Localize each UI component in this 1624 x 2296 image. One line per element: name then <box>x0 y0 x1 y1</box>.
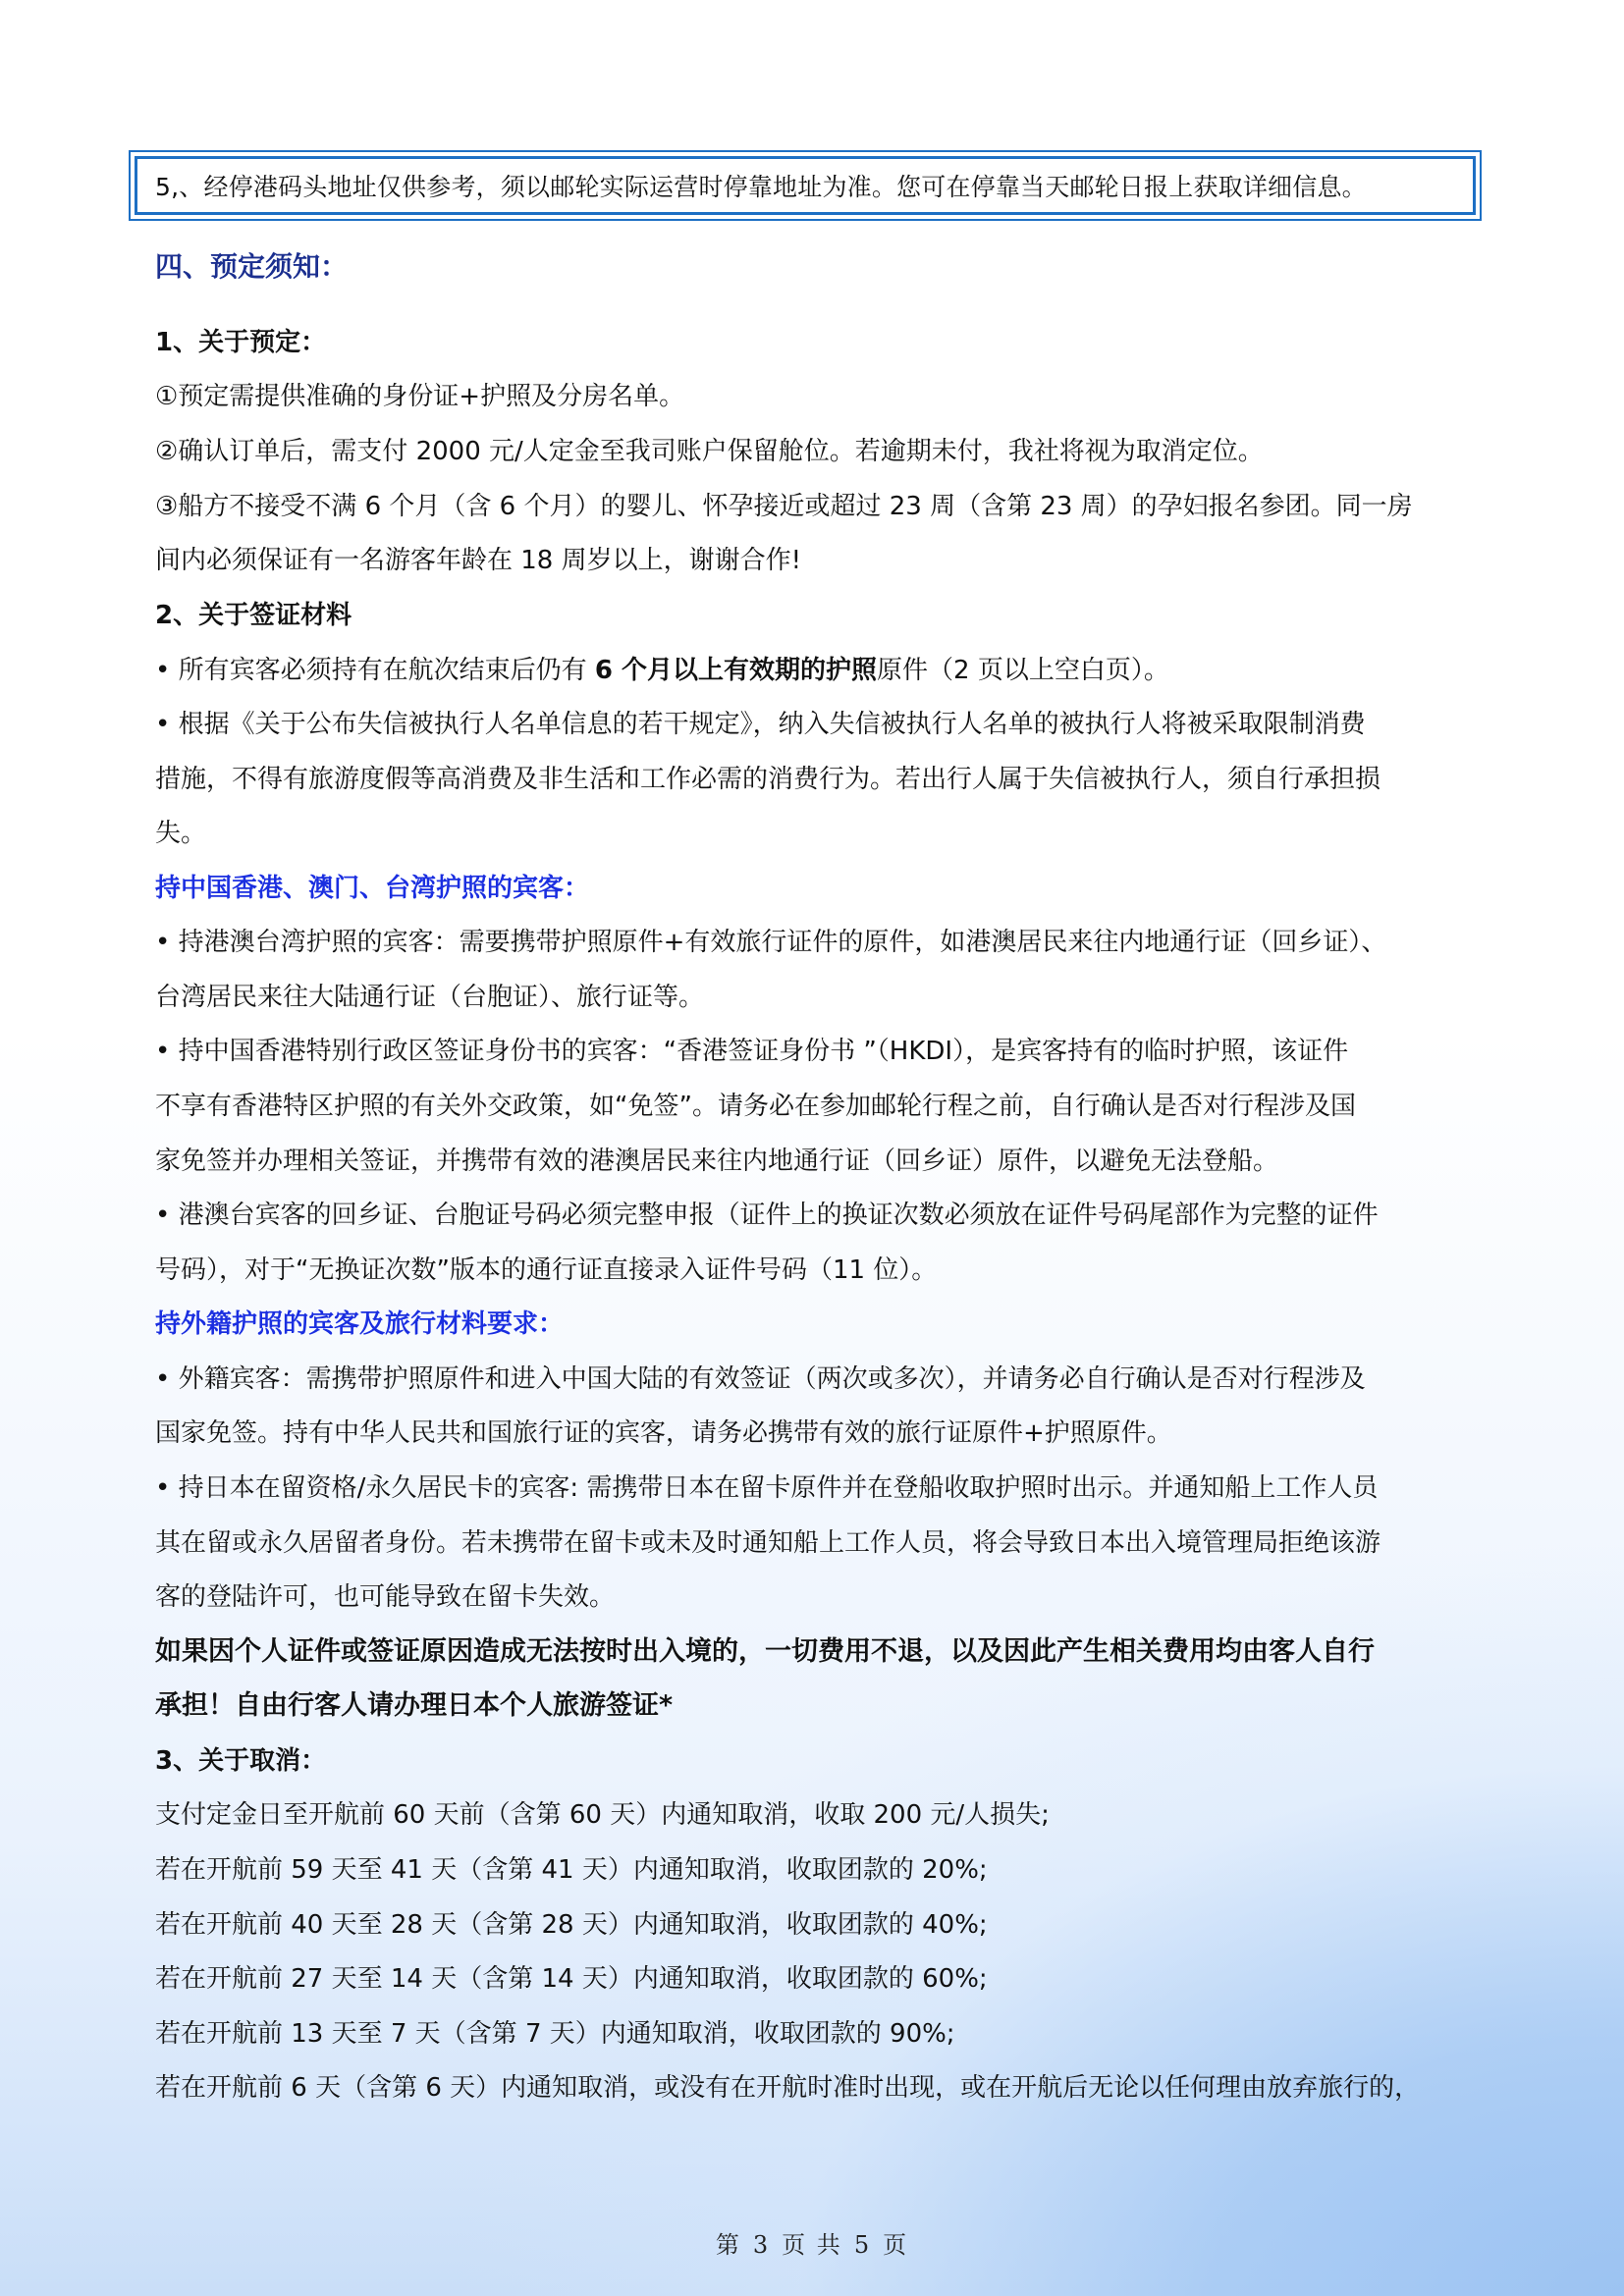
booking-item-3-line-1: ③船方不接受不满 6 个月（含 6 个月）的婴儿、怀孕接近或超过 23 周（含第 23 周）的孕妇报名参团。同一房 <box>155 492 1413 521</box>
hk-item-2-line-2: 不享有香港特区护照的有关外交政策，如“免签”。请务必在参加邮轮行程之前，自行确认是否对行程涉及国 <box>155 1092 1356 1121</box>
cancel-rule-4: 若在开航前 27 天至 14 天（含第 14 天）内通知取消，收取团款的 60%; <box>155 1964 988 1994</box>
footer-prefix: 第 <box>715 2231 741 2259</box>
cancel-title: 3、关于取消： <box>155 1746 327 1776</box>
hk-item-3-line-1: • 港澳台宾客的回乡证、台胞证号码必须完整申报（证件上的换证次数必须放在证件号码尾部作为完整的证件 <box>155 1201 1379 1230</box>
cancel-rule-3: 若在开航前 40 天至 28 天（含第 28 天）内通知取消，收取团款的 40%; <box>155 1910 988 1940</box>
cancel-rule-5: 若在开航前 13 天至 7 天（含第 7 天）内通知取消，收取团款的 90%; <box>155 2019 955 2049</box>
booking-item-3-line-2: 间内必须保证有一名游客年龄在 18 周岁以上，谢谢合作! <box>155 546 802 575</box>
visa-p2-line-3: 失。 <box>155 819 207 848</box>
hk-item-2-line-1: • 持中国香港特别行政区签证身份书的宾客：“香港签证身份书 ”（HKDI），是宾客持有的临时护照，该证件 <box>155 1037 1349 1066</box>
notice-box <box>135 156 1476 215</box>
cancel-rule-1: 支付定金日至开航前 60 天前（含第 60 天）内通知取消，收取 200 元/人损失; <box>155 1800 1050 1830</box>
cancel-rule-6: 若在开航前 6 天（含第 6 天）内通知取消，或没有在开航时准时出现，或在开航后无论以任何理由放弃旅行的， <box>155 2073 1421 2103</box>
foreign-item-2-line-1: • 持日本在留资格/永久居民卡的宾客: 需携带日本在留卡原件并在登船收取护照时出示。并通知船上工作人员 <box>155 1473 1379 1503</box>
visa-p1-post: 原件（2 页以上空白页）。 <box>877 656 1169 685</box>
booking-item-1: ①预定需提供准确的身份证+护照及分房名单。 <box>155 382 685 411</box>
warning-line-1: 如果因个人证件或签证原因造成无法按时出入境的，一切费用不退，以及因此产生相关费用均由客人自行 <box>155 1636 1375 1667</box>
foreign-item-1-line-2: 国家免签。持有中华人民共和国旅行证的宾客，请务必携带有效的旅行证原件+护照原件。 <box>155 1418 1172 1448</box>
visa-title: 2、关于签证材料 <box>155 601 352 630</box>
hk-item-1-line-2: 台湾居民来往大陆通行证（台胞证）、旅行证等。 <box>155 983 705 1012</box>
foreign-item-1-line-1: • 外籍宾客：需携带护照原件和进入中国大陆的有效签证（两次或多次），并请务必自行确认是否对行程涉及 <box>155 1364 1366 1394</box>
visa-p2-line-2: 措施，不得有旅游度假等高消费及非生活和工作必需的消费行为。若出行人属于失信被执行人，须自行承担损 <box>155 765 1381 794</box>
footer-middle: 页 共 <box>782 2231 842 2259</box>
visa-p2-line-1: • 根据《关于公布失信被执行人名单信息的若干规定》，纳入失信被执行人名单的被执行人将被采取限制消费 <box>155 710 1366 739</box>
visa-p1-bold: 6 个月以上有效期的护照 <box>594 656 878 685</box>
foreign-section-title: 持外籍护照的宾客及旅行材料要求： <box>155 1309 565 1339</box>
footer-current-page: 3 <box>752 2231 771 2259</box>
booking-item-2: ②确认订单后，需支付 2000 元/人定金至我司账户保留舱位。若逾期未付，我社将视为取消定位。 <box>155 437 1264 466</box>
visa-p1-pre: • 所有宾客必须持有在航次结束后仍有 <box>155 656 595 685</box>
cancel-rule-2: 若在开航前 59 天至 41 天（含第 41 天）内通知取消，收取团款的 20%; <box>155 1855 988 1885</box>
page-footer <box>0 2225 1624 2260</box>
footer-suffix: 页 <box>883 2231 909 2259</box>
hk-section-title: 持中国香港、澳门、台湾护照的宾客： <box>155 874 590 903</box>
section-title: 四、预定须知： <box>155 250 349 283</box>
booking-title: 1、关于预定： <box>155 328 327 357</box>
hk-item-2-line-3: 家免签并办理相关签证，并携带有效的港澳居民来往内地通行证（回乡证）原件，以避免无法登船。 <box>155 1147 1279 1176</box>
notice-text: 5,、经停港码头地址仅供参考，须以邮轮实际运营时停靠地址为准。您可在停靠当天邮轮日报上获取详细信息。 <box>155 173 1367 201</box>
warning-line-2: 承担！自由行客人请办理日本个人旅游签证* <box>155 1690 674 1721</box>
hk-item-1-line-1: • 持港澳台湾护照的宾客：需要携带护照原件+有效旅行证件的原件，如港澳居民来往内地通行证（回乡证）、 <box>155 928 1387 957</box>
visa-passport-requirement <box>155 651 1169 690</box>
foreign-item-2-line-3: 客的登陆许可，也可能导致在留卡失效。 <box>155 1582 616 1612</box>
footer-total-pages: 5 <box>853 2231 872 2259</box>
foreign-item-2-line-2: 其在留或永久居留者身份。若未携带在留卡或未及时通知船上工作人员，将会导致日本出入境管理局拒绝该游 <box>155 1528 1381 1558</box>
hk-item-3-line-2: 号码），对于“无换证次数”版本的通行证直接录入证件号码（11 位）。 <box>155 1255 938 1285</box>
